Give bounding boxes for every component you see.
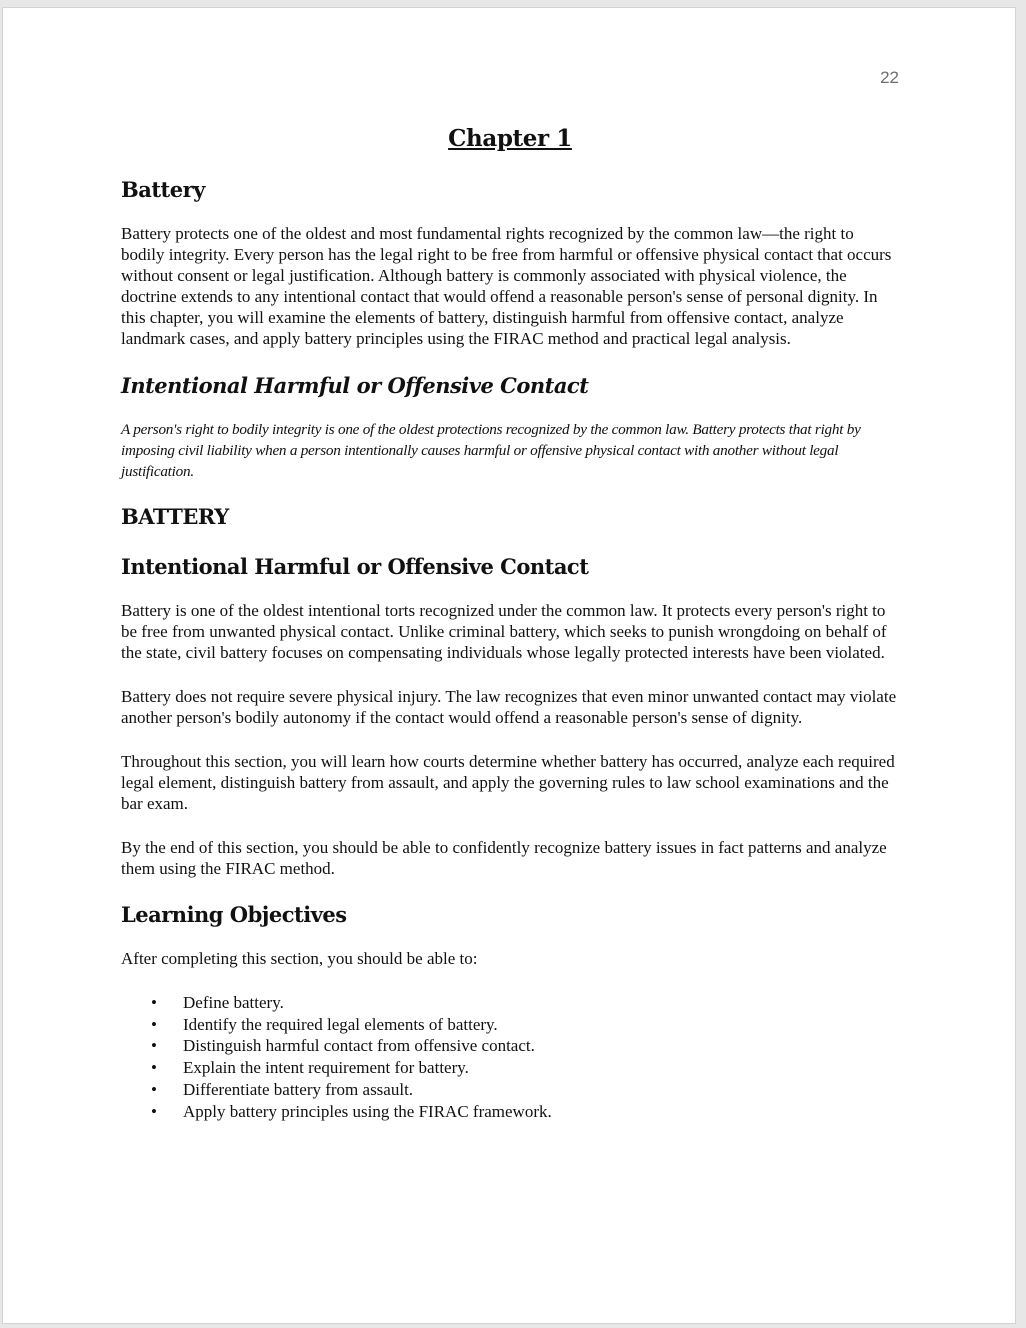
subheading: Intentional Harmful or Offensive Contact — [121, 554, 589, 579]
list-item: • Distinguish harmful contact from offensive contact. — [121, 1035, 899, 1057]
objectives-intro: After completing this section, you should be able to: — [121, 949, 478, 968]
italic-heading: Intentional Harmful or Offensive Contact — [121, 373, 589, 398]
document-page — [2, 7, 1016, 1324]
list-item: • Differentiate battery from assault. — [121, 1079, 899, 1101]
page-number: 22 — [880, 68, 899, 87]
body-paragraph-2: Battery does not require severe physical injury. The law recognizes that even minor unwanted contact may violate another person's bodily autonomy if the contact would offend a reasonable person's sense of dignity. — [121, 687, 897, 727]
caps-heading: BATTERY — [121, 504, 229, 529]
section-title: Battery — [121, 177, 205, 202]
objectives-list — [121, 992, 899, 1122]
list-item: • Identify the required legal elements of battery. — [121, 1014, 899, 1036]
objectives-heading: Learning Objectives — [121, 902, 347, 927]
list-item: • Define battery. — [121, 992, 899, 1014]
list-item: • Apply battery principles using the FIRAC framework. — [121, 1101, 899, 1123]
body-paragraph-4: By the end of this section, you should be able to confidently recognize battery issues in fact patterns and analyze them using the FIRAC method. — [121, 838, 887, 878]
body-paragraph-1: Battery is one of the oldest intentional torts recognized under the common law. It protects every person's right to be free from unwanted physical contact. Unlike criminal battery, which seeks to punish wrongdoing on behalf of the state, civil battery focuses on compensating individuals whose legally protected interests have been violated. — [121, 601, 887, 662]
body-paragraph-3: Throughout this section, you will learn how courts determine whether battery has occurred, analyze each required legal element, distinguish battery from assault, and apply the governing rules to law school examinations and the bar exam. — [121, 752, 895, 813]
intro-paragraph: Battery protects one of the oldest and most fundamental rights recognized by the common law—the right to bodily integrity. Every person has the legal right to be free from harmful or offensive physical contact that occurs without consent or legal justification. Although battery is commonly associated with physical violence, the doctrine extends to any intentional contact that would offend a reasonable person's sense of personal dignity. In this chapter, you will examine the elements of battery, distinguish harmful from offensive contact, analyze landmark cases, and apply battery principles using the FIRAC method and practical legal analysis. — [121, 224, 892, 348]
italic-paragraph: A person's right to bodily integrity is one of the oldest protections recognized by the common law. Battery protects that right by imposing civil liability when a person intentionally causes harmful or offensive physical contact with another without legal justification. — [121, 421, 861, 480]
list-item: • Explain the intent requirement for battery. — [121, 1057, 899, 1079]
page-content — [121, 125, 899, 1122]
chapter-title: Chapter 1 — [448, 125, 572, 152]
